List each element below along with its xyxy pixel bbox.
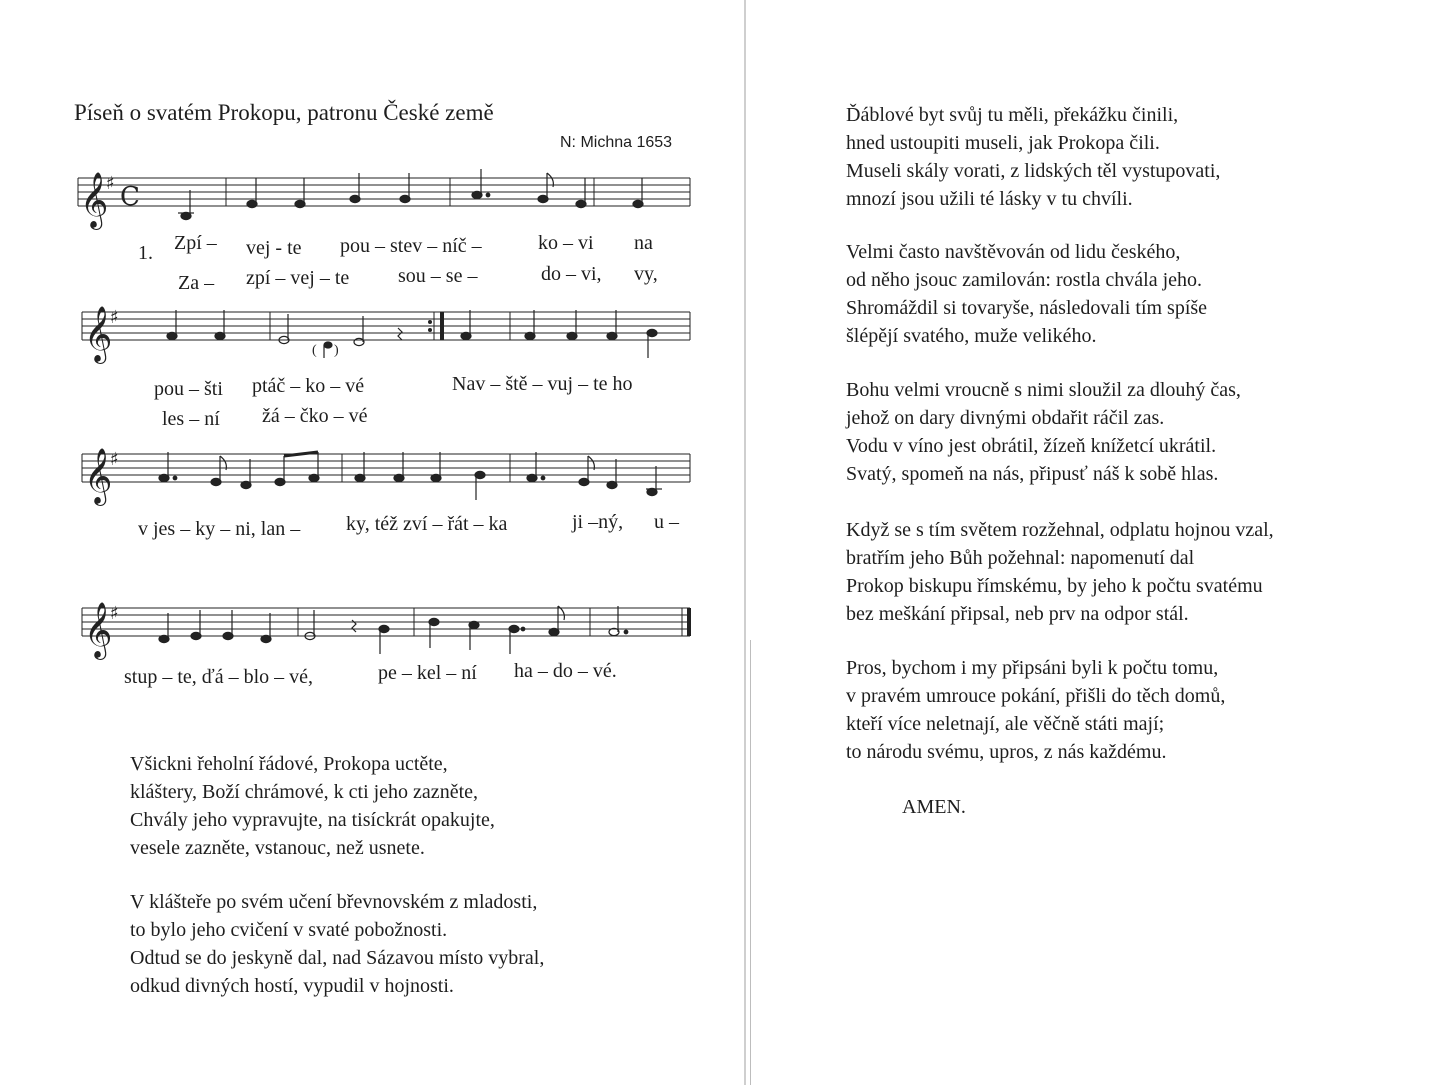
verse-line: Všickni řeholní řádové, Prokopa uctěte, xyxy=(130,753,448,775)
verse-line: kláštery, Boží chrámové, k cti jeho zazněte, xyxy=(130,781,478,803)
staff-3 xyxy=(78,440,694,520)
verse-line: Prokop biskupu římskému, by jeho k počtu svatému xyxy=(846,575,1263,597)
lyric-syllable: pou – šti xyxy=(154,378,223,400)
verse-left-2 xyxy=(130,888,544,1000)
verse-line: Odtud se do jeskyně dal, nad Sázavou místo vybral, xyxy=(130,947,545,969)
verse-left-1 xyxy=(130,750,495,862)
verse-line: mnozí jsou užili té lásky v tu chvíli. xyxy=(846,188,1133,210)
verse-line: jehož on dary divnými obdařit ráčil zas. xyxy=(846,407,1165,429)
lyric-syllable: Nav – ště – vuj – te ho xyxy=(452,373,633,395)
page-fold xyxy=(744,0,746,1085)
lyric-syllable: 1. xyxy=(138,242,153,264)
verse-right-5 xyxy=(846,654,1225,766)
lyric-syllable: ji –ný, xyxy=(572,511,624,533)
verse-line: Když se s tím světem rozžehnal, odplatu hojnou vzal, xyxy=(846,519,1274,541)
lyric-syllable: do – vi, xyxy=(541,263,602,285)
treble-clef-icon: 𝄞 xyxy=(84,306,113,362)
verse-line: od něho jsouc zamilován: rostla chvála jeho. xyxy=(846,269,1203,291)
verse-line: Shromáždil si tovaryše, následovali tím spíše xyxy=(846,297,1208,319)
lyric-syllable: zpí – vej – te xyxy=(246,267,350,289)
common-time-icon: C xyxy=(120,182,140,212)
lyric-syllable: vy, xyxy=(634,263,658,285)
lyric-syllable: na xyxy=(634,232,653,254)
composer-credit: N: Michna 1653 xyxy=(560,134,673,151)
lyric-syllable: stup – te, ďá – blo – vé, xyxy=(124,666,314,688)
lyric-syllable: Za – xyxy=(178,272,215,294)
lyric-syllable: v jes – ky – ni, lan – xyxy=(138,518,301,540)
verse-line: Pros, bychom i my připsáni byli k počtu tomu, xyxy=(846,657,1219,679)
staff-2 xyxy=(78,298,694,378)
verse-right-4 xyxy=(846,516,1274,628)
lyric-syllable: ha – do – vé. xyxy=(514,660,617,682)
treble-clef-icon: 𝄞 xyxy=(80,172,109,228)
verse-line: Bohu velmi vroucně s nimi sloužil za dlouhý čas, xyxy=(846,379,1241,401)
verse-line: Svatý, spomeň na nás, připusť náš k sobě hlas. xyxy=(846,463,1219,485)
verse-line: šlépějí svatého, muže velikého. xyxy=(846,325,1097,347)
lyric-syllable: žá – čko – vé xyxy=(262,405,368,427)
page-fold-shadow xyxy=(750,640,751,1085)
amen-closing: AMEN. xyxy=(902,796,966,818)
verse-line: to bylo jeho cvičení v svaté pobožnosti. xyxy=(130,919,448,941)
lyric-syllable: ptáč – ko – vé xyxy=(252,375,365,397)
sharp-icon: ♯ xyxy=(106,173,115,194)
lyric-syllable: pe – kel – ní xyxy=(378,662,477,684)
verse-line: bez meškání připsal, neb prv na odpor stál. xyxy=(846,603,1189,625)
verse-right-1 xyxy=(846,101,1220,213)
staff-1 xyxy=(74,164,694,244)
treble-clef-icon: 𝄞 xyxy=(84,448,113,504)
verse-line: to národu svému, upros, z nás každému. xyxy=(846,741,1167,763)
svg-text:): ) xyxy=(334,343,339,358)
verse-line: hned ustoupiti museli, jak Prokopa čili. xyxy=(846,132,1160,154)
verse-line: Museli skály vorati, z lidských těl vystupovati, xyxy=(846,160,1221,182)
sharp-icon: ♯ xyxy=(110,603,119,624)
verse-line: Vodu v víno jest obrátil, žízeň knížetcí ukrátil. xyxy=(846,435,1217,457)
svg-text:(: ( xyxy=(312,343,317,358)
sharp-icon: ♯ xyxy=(110,449,119,470)
lyric-syllable: u – xyxy=(654,511,679,533)
verse-line: Ďáblové byt svůj tu měli, překážku činili, xyxy=(846,104,1179,126)
verse-line: odkud divných hostí, vypudil v hojnosti. xyxy=(130,975,454,997)
lyric-syllable: sou – se – xyxy=(398,265,478,287)
verse-line: vesele zazněte, vstanouc, než usnete. xyxy=(130,837,425,859)
verse-line: Chvály jeho vypravujte, na tisíckrát opakujte, xyxy=(130,809,495,831)
lyric-syllable: les – ní xyxy=(162,408,220,430)
lyric-syllable: ky, též zví – řát – ka xyxy=(346,513,508,535)
song-title: Píseň o svatém Prokopu, patronu České země xyxy=(74,100,494,125)
lyric-syllable: ko – vi xyxy=(538,232,594,254)
lyric-syllable: Zpí – xyxy=(174,232,217,254)
lyric-syllable: pou – stev – níč – xyxy=(340,235,482,257)
verse-line: kteří více neletnají, ale věčně státi mají; xyxy=(846,713,1165,735)
verse-line: bratřím jeho Bůh požehnal: napomenutí dal xyxy=(846,547,1195,569)
verse-right-2 xyxy=(846,238,1207,350)
sharp-icon: ♯ xyxy=(110,307,119,328)
verse-line: V klášteře po svém učení břevnovském z mladosti, xyxy=(130,891,538,913)
verse-line: v pravém umrouce pokání, přišli do těch domů, xyxy=(846,685,1226,707)
treble-clef-icon: 𝄞 xyxy=(84,602,113,658)
verse-right-3 xyxy=(846,376,1241,488)
verse-line: Velmi často navštěvován od lidu českého, xyxy=(846,241,1181,263)
lyric-syllable: vej - te xyxy=(246,237,302,259)
